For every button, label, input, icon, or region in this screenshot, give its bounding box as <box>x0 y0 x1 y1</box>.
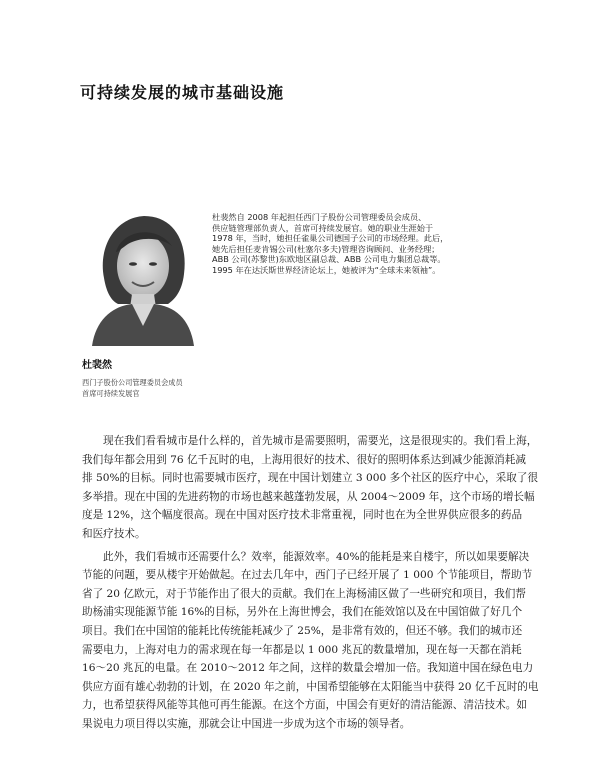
paragraph <box>82 548 556 734</box>
text-line: 果说电力项目得以实施，那就会让中国进一步成为这个市场的领导者。 <box>82 717 411 730</box>
speaker-bio <box>212 212 472 276</box>
text-line: 此外，我们看城市还需要什么？效率，能源效率。40%的能耗是来自楼宇，所以如果要解决 <box>103 550 530 563</box>
text-line: 力，也希望获得风能等其他可再生能源。在这个方面，中国会有更好的清洁能源、清洁技术。如 <box>82 699 527 712</box>
bio-line: ABB 公司(苏黎世)东欧地区副总裁、ABB 公司电力集团总裁等。 <box>212 254 446 265</box>
text-line: 需要电力，上海对电力的需求现在每一年都是以 1 000 兆瓦的数量增加，现在每一天都在消耗 <box>82 643 522 656</box>
page-title: 可持续发展的城市基础设施 <box>80 83 285 102</box>
speaker-portrait <box>82 208 202 346</box>
speaker-caption <box>82 356 183 399</box>
text-line: 度是 12%，这个幅度很高。现在中国对医疗技术非常重视，同时也在为全世界供应很多的药品 <box>82 509 523 522</box>
paragraph <box>82 432 556 544</box>
speaker-role: 首席可持续发展官 <box>82 389 140 398</box>
text-line: 供应方面有雄心勃勃的计划，在 2020 年之前，中国希望能够在太阳能当中获得 20 亿千瓦时的电 <box>82 680 539 693</box>
text-line: 排 50%的目标。同时也需要城市医疗，现在中国计划建立 3 000 多个社区的医疗中心，采取了很 <box>82 472 538 485</box>
bio-line: 杜裴然自 2008 年起担任西门子股份公司管理委员会成员、 <box>212 212 427 222</box>
bio-line: 1978 年，当时，她担任雀巢公司德国子公司的市场经理。此后， <box>212 233 449 244</box>
text-line: 多举措。现在中国的先进药物的市场也越来越蓬勃发展，从 2004～2009 年，这个市场的增长幅 <box>82 490 535 503</box>
speaker-name: 杜裴然 <box>82 360 112 371</box>
text-line: 省了 20 亿欧元，对于节能作出了很大的贡献。我们在上海杨浦区做了一些研究和项目，我们帮 <box>82 587 526 600</box>
body-text <box>82 432 556 738</box>
text-line: 我们每年都会用到 76 亿千瓦时的电，上海用很好的技术、很好的照明体系达到减少能源消耗减 <box>82 453 526 466</box>
speaker-role: 西门子股份公司管理委员会成员 <box>82 378 183 387</box>
bio-line: 1995 年在达沃斯世界经济论坛上，她被评为“全球未来领袖”。 <box>212 264 441 275</box>
text-line: 16～20 兆瓦的电量。在 2010～2012 年之间，这样的数量会增加一倍。我知道中国在绿色电力 <box>82 662 534 675</box>
text-line: 助杨浦实现能源节能 16%的目标，另外在上海世博会，我们在能效馆以及在中国馆做了好几个 <box>82 606 523 619</box>
text-line: 现在我们看看城市是什么样的，首先城市是需要照明，需要光，这是很现实的。我们看上海， <box>103 435 538 447</box>
bio-line: 供应链管理部负责人，首席可持续发展官。她的职业生涯始于 <box>212 222 434 233</box>
text-line: 项目。我们在中国馆的能耗比传统能耗减少了 25%，是非常有效的，但还不够。我们的城市还 <box>82 624 523 637</box>
text-line: 节能的问题，要从楼宇开始做起。在过去几年中，西门子已经开展了 1 000 个节能项目，帮助节 <box>82 569 533 582</box>
bio-line: 她先后担任麦肯锡公司(杜塞尔多夫)管理咨询顾问、业务经理； <box>212 243 440 254</box>
text-line: 和医疗技术。 <box>82 527 146 540</box>
